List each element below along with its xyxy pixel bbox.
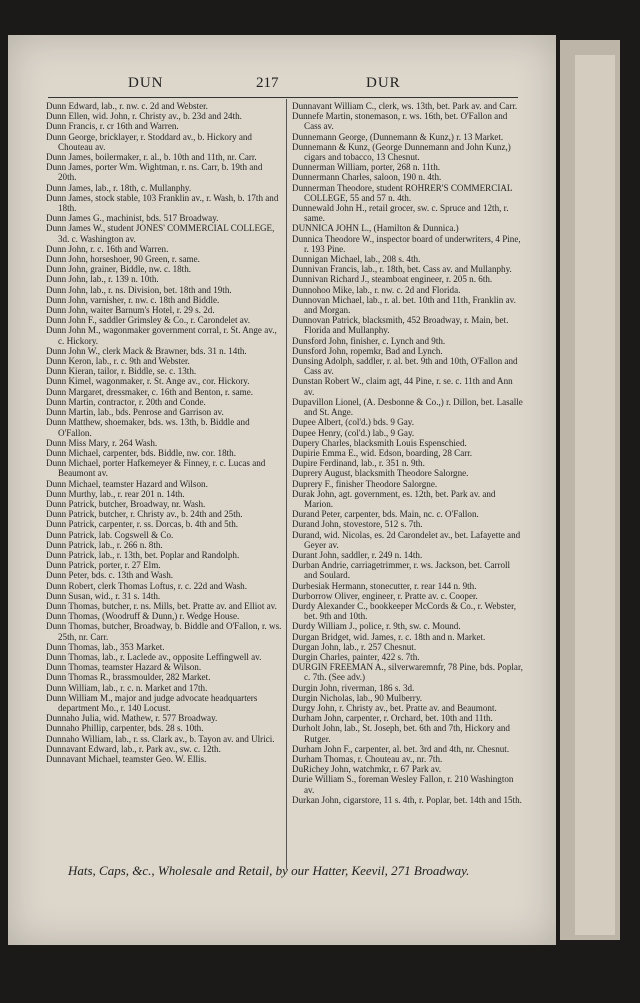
- directory-entry: Durkan John, cigarstore, 11 s. 4th, r. Poplar, bet. 14th and 15th.: [292, 794, 522, 805]
- page-header: [8, 75, 556, 95]
- directory-entry: Dunnavant William C., clerk, ws. 13th, bet. Park av. and Carr.: [292, 101, 518, 111]
- directory-entry: Durham Thomas, r. Chouteau av., nr. 7th.: [292, 754, 443, 764]
- directory-entry: Dunn Thomas, lab., r. Laclede av., opposite Leffingwell av.: [46, 651, 262, 662]
- directory-entry: Dunn Kieran, tailor, r. Biddle, se. c. 13th.: [46, 366, 197, 377]
- directory-entry: Dunn James, boilermaker, r. al., b. 10th and 11th, nr. Carr.: [46, 152, 257, 163]
- footer-advertisement: Hats, Caps, &c., Wholesale and Retail, by our Hatter, Keevil, 271 Broadway.: [68, 863, 470, 878]
- directory-entry: Dunn John, grainer, Biddle, nw. c. 18th.: [46, 264, 192, 275]
- directory-entry: Dunn Thomas, butcher, r. ns. Mills, bet. Pratte av. and Elliot av.: [46, 600, 277, 611]
- directory-entry: Durborrow Oliver, engineer, r. Pratte av. c. Cooper.: [292, 590, 478, 601]
- directory-entry: DURGIN FREEMAN A., silverwaremnfr, 78 Pine, bds. Poplar, c. 7th. (See adv.): [292, 662, 523, 683]
- directory-entry: Dunsford John, ropemkr, Bad and Lynch.: [292, 345, 443, 356]
- directory-entry: Dunnewald John H., retail grocer, sw. c. Spruce and 12th, r. same.: [292, 203, 509, 224]
- directory-entry: Dunnaho Julia, wid. Mathew, r. 577 Broadway.: [46, 713, 218, 724]
- directory-entry: Durgan Bridget, wid. James, r. c. 18th and n. Market.: [292, 631, 486, 642]
- directory-entry: Dupery Charles, blacksmith Louis Espenschied.: [292, 437, 467, 448]
- directory-entry: Dunnovan Michael, lab., r. al. bet. 10th and 11th, Franklin av. and Morgan.: [292, 294, 516, 316]
- directory-entry: Durak John, agt. government, es. 12th, bet. Park av. and Marion.: [292, 488, 496, 509]
- directory-entry: Dunn John, horseshoer, 90 Green, r. same.: [46, 254, 200, 265]
- directory-entry: DUNNICA JOHN L., (Hamilton & Dunnica.): [292, 223, 459, 234]
- directory-entry: Durgin Charles, painter, 422 s. 7th.: [292, 651, 420, 662]
- directory-entry: Dupavillon Lionel, (A. Desbonne & Co.,) r. Dillon, bet. Lasalle and St. Ange.: [292, 396, 523, 418]
- directory-entry: Durban Andrie, carriagetrimmer, r. ws. Jackson, bet. Carroll and Soulard.: [292, 560, 511, 581]
- directory-entry: Dunnavant Edward, lab., r. Park av., sw. c. 12th.: [46, 743, 221, 754]
- directory-entry: Dunn Patrick, lab., r. 266 n. 8th.: [46, 539, 163, 550]
- directory-entry: Dunn Michael, carpenter, bds. Biddle, nw. cor. 18th.: [46, 447, 236, 458]
- page-number: 217: [256, 75, 279, 91]
- directory-entry: Dunn William M., major and judge advocate headquarters department Mo., r. 140 Locust.: [46, 692, 258, 713]
- directory-entry: Dunnohoo Mike, lab., r. nw. c. 2d and Florida.: [292, 284, 461, 295]
- directory-entry: Durham John F., carpenter, al. bet. 3rd and 4th, nr. Chesnut.: [292, 743, 510, 754]
- directory-entry: Dunn James, stock stable, 103 Franklin av., r. Wash, b. 17th and 18th.: [46, 192, 279, 214]
- directory-entry: Dunn Martin, contractor, r. 20th and Conde.: [46, 396, 206, 407]
- directory-entry: Dunn Kimel, wagonmaker, r. St. Ange av., cor. Hickory.: [46, 376, 250, 387]
- directory-entry: Durham John, carpenter, r. Orchard, bet. 10th and 11th.: [292, 713, 493, 724]
- directory-entry: Dunn Murthy, lab., r. rear 201 n. 14th.: [46, 488, 185, 499]
- directory-entry: Dunnivan Richard J., steamboat engineer, r. 205 n. 6th.: [292, 274, 493, 285]
- directory-entry: Duprery F., finisher Theodore Salorgne.: [292, 478, 438, 489]
- directory-entry: Dunn Keron, lab., r. c. 9th and Webster.: [46, 356, 190, 367]
- directory-entry: Dunnavant Michael, teamster Geo. W. Ellis.: [46, 754, 207, 764]
- directory-entry: Dunn William, lab., r. c. n. Market and 17th.: [46, 682, 208, 693]
- header-right-word: DUR: [366, 75, 401, 91]
- directory-entry: Dunnovan Patrick, blacksmith, 452 Broadway, r. Main, bet. Florida and Mullanphy.: [292, 315, 509, 336]
- directory-entry: Dunn John, waiter Barnum's Hotel, r. 29 s. 2d.: [46, 305, 215, 316]
- directory-entry: Dupire Ferdinand, lab., r. 351 n. 9th.: [292, 458, 425, 469]
- directory-entry: Dunnefe Martin, stonemason, r. ws. 16th, bet. O'Fallon and Cass av.: [292, 111, 508, 132]
- directory-entry: Dunn George, bricklayer, r. Stoddard av., b. Hickory and Chouteau av.: [46, 131, 252, 152]
- directory-entry: Dunn John, varnisher, r. nw. c. 18th and Biddle.: [46, 294, 220, 305]
- column-divider: [286, 99, 287, 869]
- directory-entry: Dunnaho William, lab., r. ss. Clark av., b. Tayon av. and Ulrici.: [46, 733, 275, 744]
- directory-entry: Dunn James, porter Wm. Wightman, r. ns. Carr, b. 19th and 20th.: [46, 162, 263, 183]
- directory-entry: Durgin Nicholas, lab., 90 Mulberry.: [292, 692, 423, 703]
- directory-entry: Dunn Susan, wid., r. 31 s. 14th.: [46, 590, 161, 601]
- directory-entry: Dupee Henry, (col'd.) lab., 9 Gay.: [292, 427, 415, 438]
- directory-entry: Dunn Ellen, wid. John, r. Christy av., b. 23d and 24th.: [46, 111, 242, 122]
- directory-entry: Dunn John M., wagonmaker government corral, r. St. Ange av., c. Hickory.: [46, 325, 277, 346]
- directory-entry: Durbesiak Hermann, stonecutter, r. rear 144 n. 9th.: [292, 580, 477, 591]
- directory-entry: Dunn Thomas, butcher, Broadway, b. Biddle and O'Fallon, r. ws. 25th, nr. Carr.: [46, 621, 282, 642]
- directory-entry: Dunn Matthew, shoemaker, bds. ws. 13th, b. Biddle and O'Fallon.: [46, 417, 250, 438]
- directory-entry: Dunn Patrick, carpenter, r. ss. Dorcas, b. 4th and 5th.: [46, 519, 239, 530]
- left-column: [46, 101, 282, 764]
- directory-entry: Dunsing Adolph, saddler, r. al. bet. 9th and 10th, O'Fallon and Cass av.: [292, 356, 518, 377]
- directory-entry: Dunn Patrick, porter, r. 27 Elm.: [46, 560, 161, 571]
- directory-entry: Durdy Alexander C., bookkeeper McCords & Co., r. Webster, bet. 9th and 10th.: [292, 600, 517, 622]
- directory-entry: Dunn Patrick, butcher, Broadway, nr. Wash.: [46, 498, 206, 509]
- directory-entry: Duprery August, blacksmith Theodore Salorgne.: [292, 468, 469, 479]
- directory-entry: Dunnerman Theodore, student ROHRER'S COMMERCIAL COLLEGE, 55 and 57 n. 4th.: [292, 182, 513, 203]
- directory-entry: Dunn Margaret, dressmaker, c. 16th and Benton, r. same.: [46, 386, 254, 397]
- directory-entry: Dunsford John, finisher, c. Lynch and 9th.: [292, 335, 446, 346]
- directory-entry: Dunn Patrick, lab., r. 13th, bet. Poplar and Randolph.: [46, 549, 240, 560]
- directory-entry: Dunn John W., clerk Mack & Brawner, bds. 31 n. 14th.: [46, 345, 247, 356]
- header-rule: [48, 97, 518, 98]
- directory-entry: Dunn Patrick, butcher, r. Christy av., b. 24th and 25th.: [46, 509, 243, 520]
- directory-entry: Dunn Thomas, teamster Hazard & Wilson.: [46, 662, 202, 673]
- page-stack-edge: [575, 55, 615, 935]
- directory-entry: Dunnigan Michael, lab., 208 s. 4th.: [292, 254, 421, 265]
- directory-entry: Durant John, saddler, r. 249 n. 14th.: [292, 549, 423, 560]
- directory-entry: DuRichey John, watchmkr, r. 67 Park av.: [292, 764, 442, 775]
- directory-entry: Dunn John, r. c. 16th and Warren.: [46, 243, 169, 254]
- header-left-word: DUN: [128, 75, 164, 91]
- directory-entry: Dunn James W., student JONES' COMMERCIAL COLLEGE, 3d. c. Washington av.: [46, 223, 275, 244]
- directory-entry: Durie William S., foreman Wesley Fallon, r. 210 Washington av.: [292, 774, 514, 795]
- directory-entry: Dupirie Emma E., wid. Edson, boarding, 28 Carr.: [292, 447, 473, 458]
- directory-entry: Dunn Francis, r. cr 16th and Warren.: [46, 121, 179, 132]
- directory-entry: Dunn Robert, clerk Thomas Loftus, r. c. 22d and Wash.: [46, 580, 247, 591]
- directory-entry: Dunnermann Charles, saloon, 190 n. 4th.: [292, 172, 442, 183]
- directory-entry: Dunnemann & Kunz, (George Dunnemann and John Kunz,) cigars and tobacco, 13 Chesnut.: [292, 141, 511, 163]
- directory-entry: Dunn Thomas R., brassmoulder, 282 Market.: [46, 672, 211, 683]
- directory-entry: Dunn Michael, teamster Hazard and Wilson.: [46, 478, 208, 489]
- directory-entry: Durand John, stovestore, 512 s. 7th.: [292, 519, 423, 530]
- directory-entry: Dunstan Robert W., claim agt, 44 Pine, r. se. c. 11th and Ann av.: [292, 376, 513, 397]
- directory-entry: Dunn Martin, lab., bds. Penrose and Garrison av.: [46, 407, 224, 418]
- directory-entry: Dunn Michael, porter Hafkemeyer & Finney, r. c. Lucas and Beaumont av.: [46, 458, 266, 479]
- directory-entry: Dunn John, lab., r. ns. Division, bet. 18th and 19th.: [46, 284, 232, 295]
- directory-entry: Dunnivan Francis, lab., r. 18th, bet. Cass av. and Mullanphy.: [292, 264, 512, 275]
- directory-entry: Dunn Edward, lab., r. nw. c. 2d and Webster.: [46, 101, 208, 111]
- directory-entry: Dunn Thomas, lab., 353 Market.: [46, 641, 165, 652]
- directory-entry: Durgy John, r. Christy av., bet. Pratte av. and Beaumont.: [292, 702, 497, 713]
- directory-entry: Durgan John, lab., r. 257 Chesnut.: [292, 641, 417, 652]
- directory-entry: Durand, wid. Nicolas, es. 2d Carondelet av., bet. Lafayette and Geyer av.: [292, 529, 521, 550]
- directory-entry: Dunnica Theodore W., inspector board of underwriters, 4 Pine, r. 193 Pine.: [292, 233, 521, 254]
- directory-entry: Dunn Miss Mary, r. 264 Wash.: [46, 437, 158, 448]
- directory-entry: Dunn John, lab., r. 139 n. 10th.: [46, 274, 159, 285]
- directory-entry: Durholt John, lab., St. Joseph, bet. 6th and 7th, Hickory and Rutger.: [292, 723, 510, 744]
- directory-entry: Dunn James G., machinist, bds. 517 Broadway.: [46, 213, 219, 224]
- directory-entry: Durgin John, riverman, 186 s. 3d.: [292, 682, 415, 693]
- directory-entry: Dunn Peter, bds. c. 13th and Wash.: [46, 570, 174, 581]
- directory-entry: Dunnaho Phillip, carpenter, bds. 28 s. 10th.: [46, 723, 204, 734]
- directory-entry: Dunn Patrick, lab. Cogswell & Co.: [46, 529, 174, 540]
- directory-entry: Dunn John F., saddler Grimsley & Co., r. Carondelet av.: [46, 315, 251, 326]
- directory-entry: Dunnerman William, porter, 268 n. 11th.: [292, 162, 441, 173]
- directory-entry: Dupee Albert, (col'd.) bds. 9 Gay.: [292, 417, 415, 428]
- directory-entry: Dunn Thomas, (Woodruff & Dunn,) r. Wedge House.: [46, 611, 240, 622]
- directory-entry: Durdy William J., police, r. 9th, sw. c. Mound.: [292, 621, 461, 632]
- directory-page: [8, 35, 556, 945]
- directory-entry: Durand Peter, carpenter, bds. Main, nc. c. O'Fallon.: [292, 509, 479, 520]
- directory-entry: Dunnemann George, (Dunnemann & Kunz,) r. 13 Market.: [292, 131, 504, 142]
- right-column: [292, 101, 524, 805]
- directory-entry: Dunn James, lab., r. 18th, c. Mullanphy.: [46, 182, 192, 193]
